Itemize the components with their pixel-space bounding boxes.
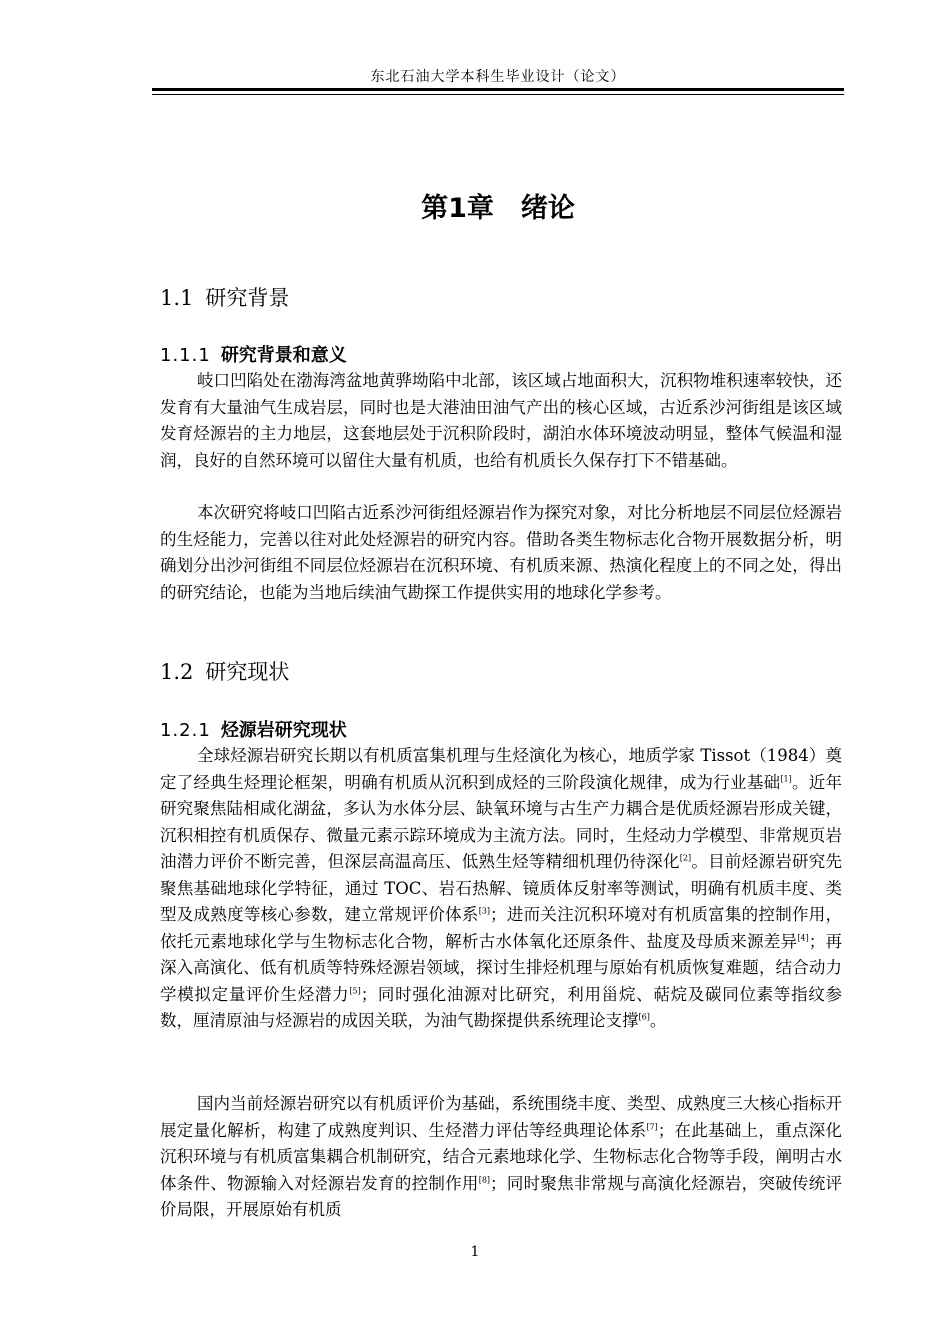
- citation-ref: [2]: [679, 853, 692, 863]
- citation-ref: [5]: [349, 986, 361, 995]
- subsection-title: 烃源岩研究现状: [220, 720, 347, 741]
- citation-ref: [8]: [478, 1175, 491, 1184]
- subsection-heading-1-1-1: [160, 341, 347, 367]
- chapter-title: 第1章 绪论: [421, 193, 575, 224]
- section-title: 研究背景: [205, 286, 290, 310]
- page-number: 1: [470, 1244, 480, 1260]
- paragraph-text-segment: 。近年研究聚焦陆相咸化湖盆，多认为水体分层、缺氧环境与古生产力耦合是优质烃源岩形成关键，沉积相控有机质保存、微量元素示踪环境成为主流方法。同时，生烃动力学模型、非常规页岩油潜力评价不断完善，但深层高温高压、低熟生烃等精细机理仍待深化: [160, 772, 843, 871]
- citation-ref: [4]: [797, 933, 809, 942]
- subsection-number: 1.2.1: [160, 720, 211, 741]
- paragraph-text-segment: 国内当前烃源岩研究以有机质评价为基础，系统围绕丰度、类型、成熟度三大核心指标开展定量化解析，构建了成熟度判识、生烃潜力评估等经典理论体系: [160, 1094, 842, 1140]
- paragraph-text-segment: ；再深入高演化、低有机质等特殊烃源岩领域，探讨生排烃机理与原始有机质恢复难题，结合动力学模拟定量评价生烃潜力: [160, 931, 843, 1004]
- paragraph-text-segment: ；同时聚焦非常规与高演化烃源岩，突破传统评价局限，开展原始有机质: [160, 1173, 843, 1219]
- subsection-number: 1.1.1: [160, 345, 211, 366]
- header-rule-thin: [152, 94, 844, 95]
- paragraph-text-segment: ；同时强化油源对比研究，利用甾烷、萜烷及碳同位素等指纹参数，厘清原油与烃源岩的成因关联，为油气勘探提供系统理论支撑: [160, 984, 843, 1030]
- paragraph-background-1: 岐口凹陷处在渤海湾盆地黄骅坳陷中北部，该区域占地面积大，沉积物堆积速率较快，还发育有大量油气生成岩层，同时也是大港油田油气产出的核心区域，古近系沙河街组是该区域发育烃源岩的主力地层，这套地层处于沉积阶段时，湖泊水体环境波动明显，整体气候温和湿润，良好的自然环境可以留住大量有机质，也给有机质长久保存打下不错基础。: [160, 371, 842, 470]
- subsection-title: 研究背景和意义: [220, 345, 347, 366]
- paragraph-text-segment: 。目前烃源岩研究先聚焦基础地球化学特征，通过 TOC、岩石热解、镜质体反射率等测试，明确有机质丰度、类型及成熟度等核心参数，建立常规评价体系: [160, 852, 843, 924]
- paragraph-text-segment: ；在此基础上，重点深化沉积环境与有机质富集耦合机制研究，结合元素地球化学、生物标志化合物等手段，阐明古水体条件、物源输入对烃源岩发育的控制作用: [160, 1120, 843, 1193]
- citation-ref: [3]: [478, 906, 491, 916]
- section-heading-1-1: [160, 282, 289, 312]
- paragraph-text-segment: ；进而关注沉积环境对有机质富集的控制作用，依托元素地球化学与生物标志化合物，解析古水体氧化还原条件、盐度及母质来源差异: [160, 905, 843, 951]
- paragraph-status-2: [160, 1091, 842, 1224]
- paragraph-status-1: [160, 743, 842, 1035]
- running-header: 东北石油大学本科生毕业设计（论文）: [370, 69, 626, 85]
- citation-ref: [1]: [780, 774, 792, 783]
- paragraph-text-segment: 全球烃源岩研究长期以有机质富集机理与生烃演化为核心，地质学家 Tissot（1984）奠定了经典生烃理论框架，明确有机质从沉积到成烃的三阶段演化规律，成为行业基础: [160, 746, 842, 792]
- header-rule-thick: [152, 88, 844, 91]
- subsection-heading-1-2-1: [160, 716, 347, 742]
- paragraph-text-segment: 。: [649, 1011, 667, 1030]
- citation-ref: [6]: [638, 1012, 650, 1022]
- section-number: 1.1: [160, 286, 194, 310]
- section-heading-1-2: [160, 656, 289, 686]
- section-number: 1.2: [160, 660, 194, 684]
- section-title: 研究现状: [205, 660, 290, 684]
- citation-ref: [7]: [646, 1122, 658, 1131]
- paragraph-background-2: 本次研究将岐口凹陷古近系沙河街组烃源岩作为探究对象，对比分析地层不同层位烃源岩的生烃能力，完善以往对此处烃源岩的研究内容。借助各类生物标志化合物开展数据分析，明确划分出沙河街组不同层位烃源岩在沉积环境、有机质来源、热演化程度上的不同之处，得出的研究结论，也能为当地后续油气勘探工作提供实用的地球化学参考。: [160, 503, 842, 602]
